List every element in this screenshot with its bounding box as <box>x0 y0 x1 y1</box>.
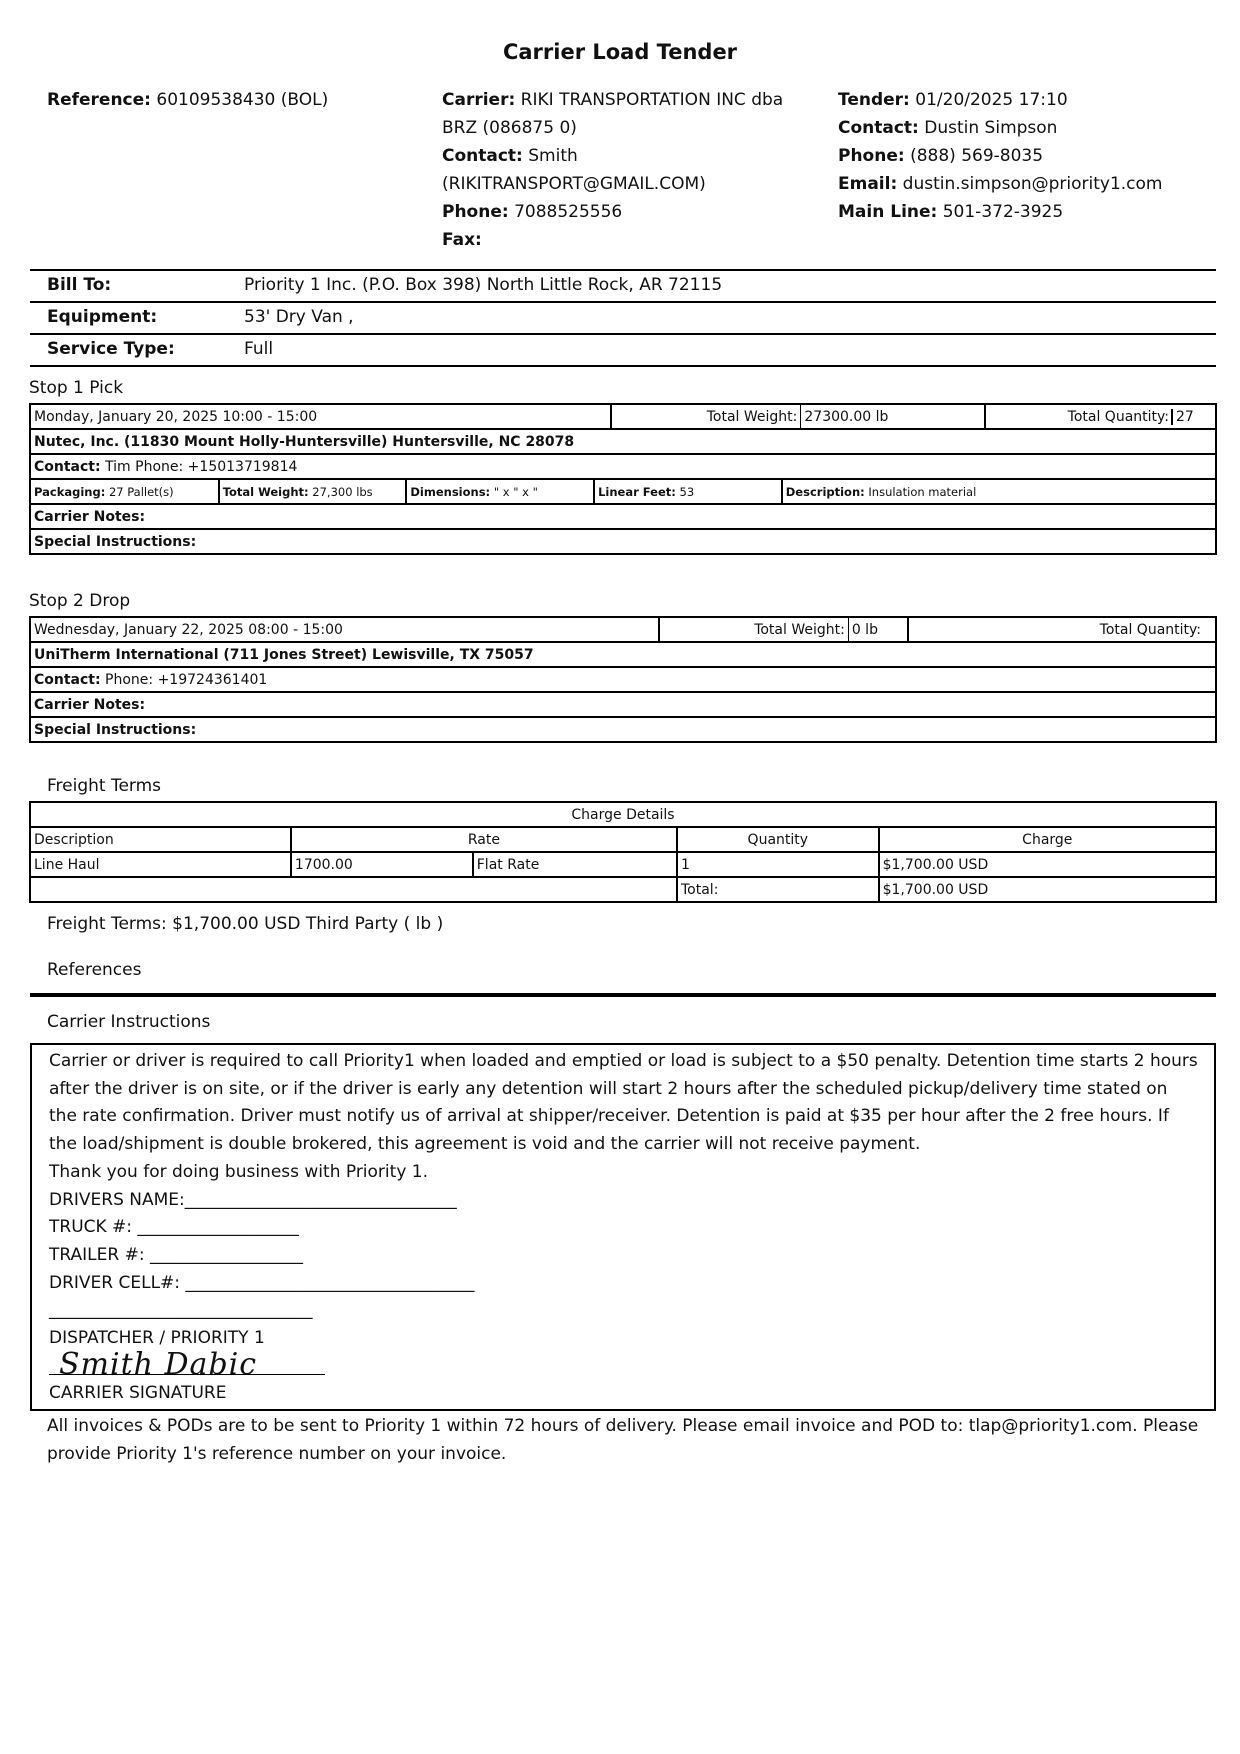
carrier-instructions-box <box>30 1043 1216 1411</box>
driver-cell-field: DRIVER CELL#: __________________________________ <box>49 1272 475 1293</box>
stop2-total-weight-label: Total Weight: <box>659 617 849 642</box>
phone-label: Phone: <box>838 146 905 166</box>
line-quantity: 1 <box>677 852 879 877</box>
stop2-table <box>29 616 1217 743</box>
carrier-name: RIKI TRANSPORTATION INC dba <box>520 90 784 110</box>
col-quantity: Quantity <box>677 827 879 852</box>
carrier-fax-label: Fax: <box>442 230 482 250</box>
service-type-row <box>30 333 1216 367</box>
carrier-label: Carrier: <box>442 90 516 110</box>
line-description: Line Haul <box>30 852 291 877</box>
instructions-thanks: Thank you for doing business with Priority 1. <box>49 1161 428 1182</box>
col-description: Description <box>30 827 291 852</box>
stop1-summary-row <box>30 404 1216 429</box>
svg-text:Smith Dabic: Smith Dabic <box>59 1348 258 1382</box>
total-value: $1,700.00 USD <box>879 877 1216 902</box>
stop1-contact: Tim Phone: +15013719814 <box>105 458 298 475</box>
stop1-total-weight: 27300.00 lb <box>801 404 985 429</box>
bill-to-value: Priority 1 Inc. (P.O. Box 398) North Little Rock, AR 72115 <box>244 275 723 295</box>
page-title: Carrier Load Tender <box>502 40 738 64</box>
carrier-instructions-heading: Carrier Instructions <box>47 1012 211 1032</box>
references-heading: References <box>47 960 142 980</box>
stop1-description: Insulation material <box>868 484 977 499</box>
stop2-total-weight: 0 lb <box>848 617 907 642</box>
stop2-location: UniTherm International (711 Jones Street) Lewisville, TX 75057 <box>34 646 534 663</box>
stop1-special-instructions: Special Instructions: <box>34 533 197 550</box>
carrier-block <box>442 86 802 254</box>
carrier-contact: Smith <box>528 146 578 166</box>
stop1-packaging: 27 Pallet(s) <box>108 484 174 499</box>
mainline-value: 501-372-3925 <box>942 202 1064 222</box>
carrier-phone-label: Phone: <box>442 202 509 222</box>
email-value: dustin.simpson@priority1.com <box>902 174 1163 194</box>
instructions-paragraph: Carrier or driver is required to call Priority1 when loaded and emptied or load is subject to a $50 penalty. Detention time starts 2 hours after the driver is on site, or if the driver is early any detention will start 2 hours after the scheduled pickup/delivery time stated on the rate confirmation. Driver must notify us of arrival at shipper/receiver. Detention is paid at $35 per hour after the 2 free hours. If the load/shipment is double brokered, this agreement is void and the carrier will not receive payment. <box>49 1051 1198 1155</box>
phone-value: (888) 569-8035 <box>910 146 1044 166</box>
reference-label: Reference: <box>47 90 151 110</box>
stop1-table <box>29 403 1217 555</box>
reference-block <box>47 86 427 114</box>
total-label: Total: <box>677 877 879 902</box>
stop1-location: Nutec, Inc. (11830 Mount Holly-Huntersville) Huntersville, NC 28078 <box>34 433 575 450</box>
contact-name: Dustin Simpson <box>924 118 1058 138</box>
total-row <box>30 877 1216 902</box>
stop1-contact-row: Contact: Tim Phone: +15013719814 <box>30 454 1216 479</box>
stop1-total-qty-cell <box>985 404 1216 429</box>
line-charge: $1,700.00 USD <box>879 852 1216 877</box>
table-row <box>30 852 1216 877</box>
col-rate: Rate <box>291 827 677 852</box>
tender-label: Tender: <box>838 90 910 110</box>
stop1-carrier-notes: Carrier Notes: <box>34 508 146 525</box>
mainline-label: Main Line: <box>838 202 938 222</box>
stop2-carrier-notes: Carrier Notes: <box>34 696 146 713</box>
stop2-date: Wednesday, January 22, 2025 08:00 - 15:00 <box>30 617 659 642</box>
shipment-details <box>30 269 1216 367</box>
invoice-notice: All invoices & PODs are to be sent to Priority 1 within 72 hours of delivery. Please email invoice and POD to: tlap@priority1.com. Please provide Priority 1's reference number on your invoice. <box>47 1416 1199 1464</box>
equipment-value: 53' Dry Van , <box>244 307 354 327</box>
signature-image <box>49 1348 325 1382</box>
bill-to-label: Bill To: <box>47 275 112 295</box>
charge-details-title: Charge Details <box>30 802 1216 827</box>
stop2-contact: Phone: +19724361401 <box>105 671 268 688</box>
carrier-signature <box>49 1348 325 1382</box>
bill-to-row <box>30 269 1216 301</box>
contact-label: Contact: <box>838 118 919 138</box>
col-charge: Charge <box>879 827 1216 852</box>
stop1-total-qty: 27 <box>1171 409 1212 425</box>
email-label: Email: <box>838 174 898 194</box>
tender-datetime: 01/20/2025 17:10 <box>915 90 1068 110</box>
stop1-heading: Stop 1 Pick <box>29 378 124 398</box>
stop2-heading: Stop 2 Drop <box>29 591 131 611</box>
stop2-total-qty-label: Total Quantity: <box>1099 621 1201 638</box>
stop1-item-row: Packaging: 27 Pallet(s) Total Weight: 27,300 lbs Dimensions: " x " x " Linear Feet: 53 Description: Insulation material <box>30 479 1216 504</box>
stop1-total-weight-label: Total Weight: <box>611 404 801 429</box>
truck-field: TRUCK #: ___________________ <box>49 1217 299 1238</box>
carrier-contact-label: Contact: <box>442 146 523 166</box>
equipment-label: Equipment: <box>47 307 158 327</box>
stop2-special-instructions: Special Instructions: <box>34 721 197 738</box>
dispatcher-label: DISPATCHER / PRIORITY 1 <box>49 1328 265 1349</box>
carrier-name-cont: BRZ (086875 0) <box>442 118 577 138</box>
service-type-label: Service Type: <box>47 339 175 359</box>
line-rate: 1700.00 <box>291 852 473 877</box>
dispatcher-signature-line: _______________________________ <box>49 1300 313 1321</box>
line-rate-type: Flat Rate <box>473 852 677 877</box>
stop1-linear-feet: 53 <box>679 484 695 499</box>
references-divider <box>30 993 1216 997</box>
equipment-row <box>30 301 1216 333</box>
stop2-contact-row: Contact: Phone: +19724361401 <box>30 667 1216 692</box>
carrier-phone: 7088525556 <box>514 202 623 222</box>
carrier-signature-label: CARRIER SIGNATURE <box>49 1383 227 1404</box>
stop1-dimensions: " x " x " <box>493 484 538 499</box>
stop1-date: Monday, January 20, 2025 10:00 - 15:00 <box>30 404 611 429</box>
stop1-weight: 27,300 lbs <box>312 484 373 499</box>
stop2-summary-row <box>30 617 1216 642</box>
freight-heading: Freight Terms <box>47 776 162 796</box>
trailer-field: TRAILER #: __________________ <box>49 1244 303 1265</box>
charge-details-table <box>29 801 1217 903</box>
stop2-total-qty-cell <box>908 617 1216 642</box>
charge-header-row <box>30 827 1216 852</box>
drivers-name-field: DRIVERS NAME:________________________________ <box>49 1189 457 1210</box>
stop1-total-qty-label: Total Quantity: <box>1067 408 1169 425</box>
tender-block <box>838 86 1218 226</box>
freight-terms-summary: Freight Terms: $1,700.00 USD Third Party ( lb ) <box>47 914 444 934</box>
carrier-contact-email: (RIKITRANSPORT@GMAIL.COM) <box>442 174 706 194</box>
reference-value: 60109538430 (BOL) <box>156 90 329 110</box>
service-type-value: Full <box>244 339 274 359</box>
